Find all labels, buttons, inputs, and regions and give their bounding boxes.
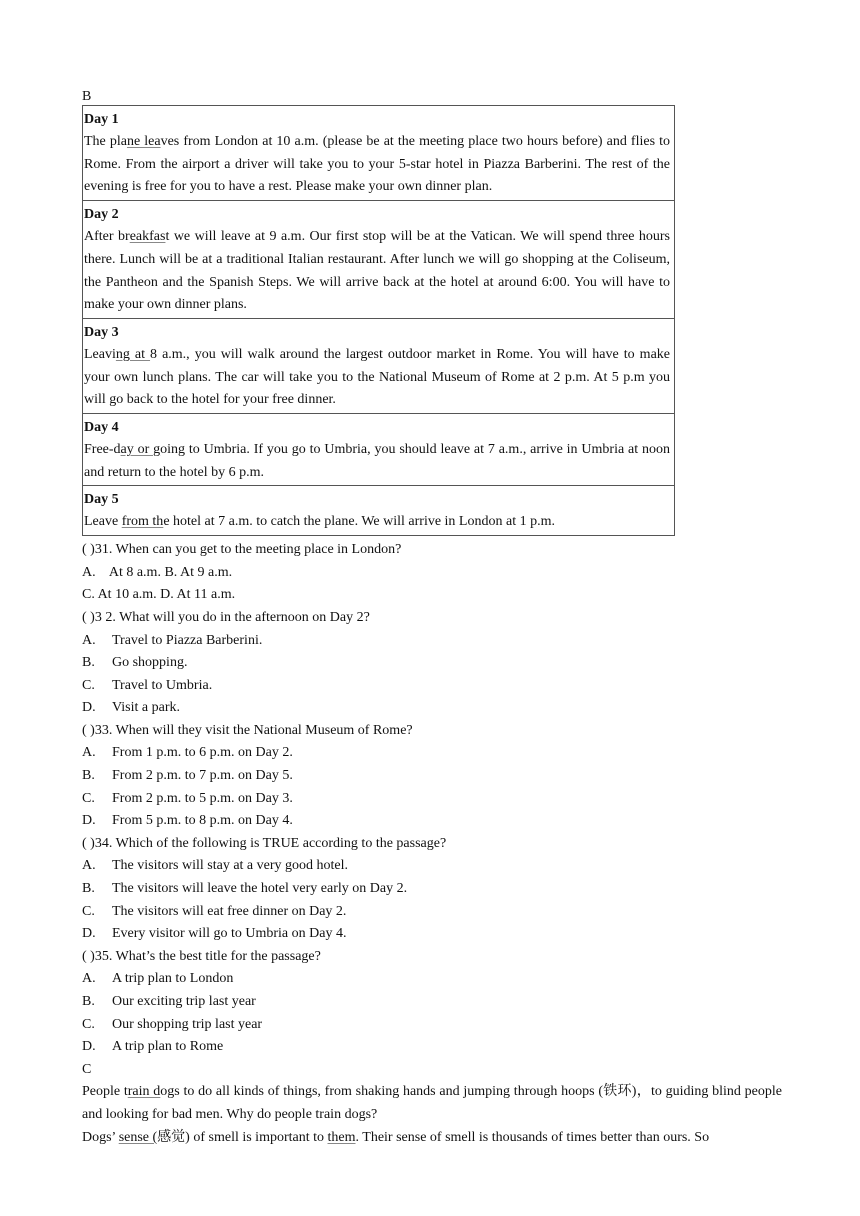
text-run: 8 a.m., you will walk around the largest outdoor market in Rome. You will have to make your own lunch plans. The car will take you to the National Museum of Rome at 2 p.m. At 5 p.m you will go back to the hotel for your free dinner.: [84, 346, 671, 408]
text-run: . Their sense of smell is thousands of times better than ours. So: [355, 1129, 710, 1145]
option-letter: A.: [82, 745, 96, 761]
question-stem: ( )35. What’s the best title for the passage?: [82, 948, 321, 964]
text-run: 感觉) of smell is important to: [157, 1129, 328, 1145]
itinerary-day-5: [83, 486, 674, 536]
worksheet-page: [82, 88, 782, 1149]
answer-option: [82, 991, 782, 1014]
day-description: [84, 439, 670, 484]
option-text: Visit a park.: [112, 700, 180, 716]
text-run: t we will leave at 9 a.m. Our first stop will be at the Vatican. We will spend three hours there. Lunch will be at a traditional Italian restaurant. After lunch we will go shopping at the Coliseum, the Pantheon and the Spanish Steps. We will arrive back at the hotel at around 6:00. You will have to make your own dinner plans.: [84, 229, 671, 313]
option-text: A trip plan to Rome: [112, 1039, 224, 1055]
option-letter: D.: [82, 1039, 96, 1055]
text-run: Leave: [84, 514, 122, 530]
option-text: From 5 p.m. to 8 p.m. on Day 4.: [112, 813, 293, 829]
passage-c-paragraph-1: [82, 1081, 782, 1126]
option-text: From 2 p.m. to 7 p.m. on Day 5.: [112, 768, 293, 784]
option-text: Our shopping trip last year: [112, 1016, 263, 1032]
answer-option: [82, 630, 782, 653]
day-title: Day 5: [84, 492, 119, 508]
option-letter: C.: [82, 677, 95, 693]
section-c-label: C: [82, 1061, 92, 1077]
answer-option: [82, 855, 782, 878]
answer-option: [82, 1036, 782, 1059]
option-letter: B.: [82, 994, 95, 1010]
text-run: oing to Umbria. If you go to Umbria, you should leave at 7 a.m., arrive in Umbria at noon and return to the hotel by 6 p.m.: [84, 442, 670, 480]
option-letter: C.: [82, 903, 95, 919]
answer-options-line: A. At 8 a.m. B. At 9 a.m.: [82, 564, 233, 580]
answer-option: [82, 1014, 782, 1037]
answer-option: [82, 788, 782, 811]
option-letter: A.: [82, 971, 96, 987]
option-letter: A.: [82, 858, 96, 874]
option-letter: B.: [82, 768, 95, 784]
section-b-label: B: [82, 89, 92, 104]
answer-option: [82, 742, 782, 765]
day-description: [84, 511, 670, 534]
itinerary-day-1: [83, 106, 674, 201]
text-run: Free-d: [84, 442, 121, 458]
itinerary-day-2: [83, 201, 674, 319]
question-stem: ( )34. Which of the following is TRUE according to the passage?: [82, 835, 447, 851]
passage-c: [82, 1081, 782, 1149]
question-stem: ( )33. When will they visit the National Museum of Rome?: [82, 722, 413, 738]
day-title: Day 3: [84, 324, 119, 340]
option-letter: C.: [82, 1016, 95, 1032]
answer-option: [82, 810, 782, 833]
day-title: Day 2: [84, 207, 119, 223]
option-letter: B.: [82, 655, 95, 671]
text-run: People t: [82, 1084, 128, 1100]
questions-block: [82, 539, 782, 1059]
answer-options-line: C. At 10 a.m. D. At 11 a.m.: [82, 587, 236, 603]
day-description: [84, 226, 670, 317]
underlined-text: rain d: [127, 1084, 161, 1100]
option-text: Every visitor will go to Umbria on Day 4.: [112, 926, 347, 942]
option-text: Travel to Piazza Barberini.: [112, 632, 263, 648]
day-description: [84, 131, 670, 199]
text-run: After br: [84, 229, 130, 245]
itinerary-day-3: [83, 319, 674, 414]
answer-option: [82, 901, 782, 924]
day-title: Day 1: [84, 112, 119, 127]
option-text: The visitors will eat free dinner on Day 2.: [112, 903, 347, 919]
itinerary-table: [82, 105, 675, 536]
day-title: Day 4: [84, 420, 119, 436]
answer-option: [82, 968, 782, 991]
option-letter: B.: [82, 881, 95, 897]
option-text: The visitors will leave the hotel very early on Day 2.: [112, 881, 408, 897]
itinerary-day-4: [83, 414, 674, 486]
answer-option: [82, 697, 782, 720]
underlined-text: sense (: [118, 1129, 158, 1145]
underlined-text: them: [327, 1129, 356, 1145]
text-run: ogs to do all kinds of things, from shaking hands and jumping through hoops (铁环)，to guiding blind people and looking for bad men. Why do people train dogs?: [82, 1084, 782, 1122]
option-text: Our exciting trip last year: [112, 994, 256, 1010]
option-text: The visitors will stay at a very good hotel.: [112, 858, 349, 874]
passage-c-paragraph-2: [82, 1127, 782, 1150]
text-run: Leavi: [84, 346, 116, 362]
underlined-text: ng at: [115, 346, 151, 362]
option-text: Travel to Umbria.: [112, 677, 213, 693]
answer-option: [82, 923, 782, 946]
option-text: From 2 p.m. to 5 p.m. on Day 3.: [112, 790, 293, 806]
option-letter: D.: [82, 700, 96, 716]
text-run: Dogs’: [82, 1129, 119, 1145]
option-letter: D.: [82, 926, 96, 942]
text-run: ves from London at 10 a.m. (please be at the meeting place two hours before) and flies to Rome. From the airport a driver will take you to your 5-star hotel in Piazza Barberini. The rest of the evening is free for you to have a rest. Please make your own dinner plan.: [84, 134, 671, 195]
underlined-text: ne lea: [126, 134, 161, 149]
option-letter: A.: [82, 632, 96, 648]
underlined-text: eakfas: [129, 229, 166, 245]
underlined-text: from th: [121, 514, 164, 530]
answer-option: [82, 675, 782, 698]
text-run: The pla: [84, 134, 127, 149]
answer-option: [82, 652, 782, 675]
question-stem: ( )31. When can you get to the meeting place in London?: [82, 542, 402, 558]
option-letter: C.: [82, 790, 95, 806]
question-stem: ( )3 2. What will you do in the afternoon on Day 2?: [82, 609, 370, 625]
answer-option: [82, 765, 782, 788]
option-letter: D.: [82, 813, 96, 829]
option-text: Go shopping.: [112, 655, 188, 671]
answer-option: [82, 878, 782, 901]
option-text: A trip plan to London: [112, 971, 234, 987]
text-run: e hotel at 7 a.m. to catch the plane. We will arrive in London at 1 p.m.: [163, 514, 555, 530]
day-description: [84, 344, 670, 412]
option-text: From 1 p.m. to 6 p.m. on Day 2.: [112, 745, 293, 761]
underlined-text: ay or g: [120, 442, 161, 458]
